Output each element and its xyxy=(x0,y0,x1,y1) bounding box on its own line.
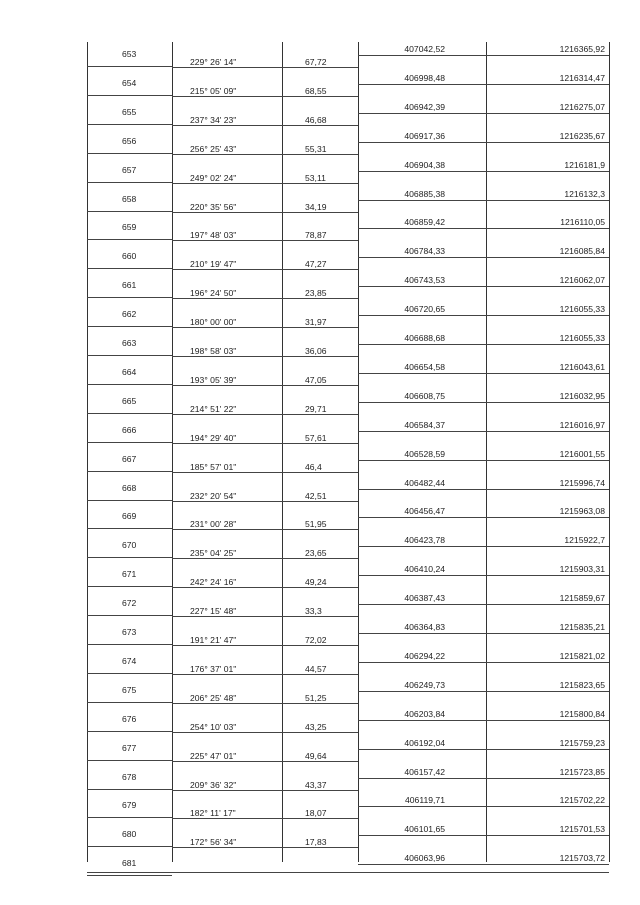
azimuth-angle: 220° 35' 56" xyxy=(190,201,237,212)
row-divider-left xyxy=(87,673,172,674)
segment-divider xyxy=(172,558,358,559)
row-divider-right xyxy=(358,604,609,605)
point-number: 673 xyxy=(122,627,137,637)
x-coordinate: 406192,04 xyxy=(404,737,445,748)
y-coordinate: 1216043,61 xyxy=(559,361,605,372)
row-divider-right xyxy=(358,55,609,56)
segment-divider xyxy=(172,327,358,328)
segment-distance: 36,06 xyxy=(305,346,327,356)
segment-distance: 18,07 xyxy=(305,808,327,819)
x-coordinate: 406654,58 xyxy=(404,361,445,372)
azimuth-angle: 172° 56' 34" xyxy=(190,837,237,848)
segment-divider xyxy=(172,298,358,299)
point-number: 671 xyxy=(122,569,137,580)
x-coordinate: 406063,96 xyxy=(404,853,445,864)
x-coordinate: 406608,75 xyxy=(404,390,445,401)
segment-divider xyxy=(172,356,358,357)
row-divider-left xyxy=(87,471,172,472)
azimuth-angle: 232° 20' 54" xyxy=(190,490,237,501)
azimuth-angle: 193° 05' 39" xyxy=(190,374,237,385)
y-coordinate: 1216275,07 xyxy=(559,101,605,112)
segment-distance: 51,25 xyxy=(305,692,327,703)
segment-divider xyxy=(172,183,358,184)
row-divider-left xyxy=(87,702,172,703)
azimuth-angle: 254° 10' 03" xyxy=(190,721,237,732)
segment-distance: 47,27 xyxy=(305,259,327,270)
row-divider-left xyxy=(87,586,172,587)
row-divider-right xyxy=(358,171,609,172)
point-number: 659 xyxy=(122,222,137,233)
x-coordinate: 406364,83 xyxy=(404,622,445,632)
row-divider-right xyxy=(358,200,609,201)
x-coordinate: 406249,73 xyxy=(404,679,445,690)
row-divider-left xyxy=(87,500,172,501)
y-coordinate: 1216085,84 xyxy=(559,246,605,257)
segment-divider xyxy=(172,645,358,646)
row-divider-right xyxy=(358,142,609,143)
segment-divider xyxy=(172,240,358,241)
point-number: 665 xyxy=(122,395,137,406)
x-coordinate: 406743,53 xyxy=(404,275,445,286)
segment-distance: 68,55 xyxy=(305,85,327,96)
y-coordinate: 1215823,65 xyxy=(559,679,605,690)
point-number: 669 xyxy=(122,511,137,522)
y-coordinate: 1216181,9 xyxy=(564,159,605,170)
segment-divider xyxy=(172,732,358,733)
segment-divider xyxy=(172,847,358,848)
row-divider-left xyxy=(87,413,172,414)
row-divider-left xyxy=(87,355,172,356)
y-coordinate: 1216032,95 xyxy=(559,390,605,401)
y-coordinate: 1215903,31 xyxy=(559,564,605,575)
y-coordinate: 1216110,05 xyxy=(560,217,605,228)
segment-distance: 34,19 xyxy=(305,201,327,212)
point-number: 654 xyxy=(122,77,137,88)
y-coordinate: 1215701,53 xyxy=(559,824,605,835)
y-coordinate: 1216016,97 xyxy=(559,419,605,430)
x-coordinate: 406387,43 xyxy=(404,593,445,604)
column-divider xyxy=(486,42,487,862)
segment-divider xyxy=(172,501,358,502)
segment-divider xyxy=(172,96,358,97)
x-coordinate: 406942,39 xyxy=(404,101,445,112)
azimuth-angle: 235° 04' 25" xyxy=(190,548,237,559)
y-coordinate: 1215922,7 xyxy=(564,535,605,546)
row-divider-left xyxy=(87,760,172,761)
x-coordinate: 406528,59 xyxy=(404,448,445,459)
row-divider-right xyxy=(358,864,609,865)
point-number: 672 xyxy=(122,598,137,609)
row-divider-left xyxy=(87,326,172,327)
row-divider-left xyxy=(87,789,172,790)
x-coordinate: 406423,78 xyxy=(404,535,445,546)
point-number: 655 xyxy=(122,106,137,117)
row-divider-left xyxy=(87,557,172,558)
segment-divider xyxy=(172,212,358,213)
column-divider xyxy=(358,42,359,862)
row-divider-right xyxy=(358,835,609,836)
x-coordinate: 406859,42 xyxy=(404,217,445,228)
y-coordinate: 1216314,47 xyxy=(559,72,605,83)
segment-divider xyxy=(172,472,358,473)
x-coordinate: 406885,38 xyxy=(404,188,445,199)
x-coordinate: 406688,68 xyxy=(404,333,445,343)
x-coordinate: 407042,52 xyxy=(404,44,445,54)
azimuth-angle: 196° 24' 50" xyxy=(190,288,237,299)
y-coordinate: 1216132,3 xyxy=(564,188,605,199)
row-divider-right xyxy=(358,373,609,374)
segment-distance: 57,61 xyxy=(305,432,327,443)
x-coordinate: 406784,33 xyxy=(404,246,445,257)
segment-distance: 31,97 xyxy=(305,317,327,328)
azimuth-angle: 210° 19' 47" xyxy=(190,259,237,270)
azimuth-angle: 215° 05' 09" xyxy=(190,85,237,96)
row-divider-left xyxy=(87,124,172,125)
segment-divider xyxy=(172,154,358,155)
row-divider-right xyxy=(358,662,609,663)
segment-distance: 47,05 xyxy=(305,374,327,385)
segment-divider xyxy=(172,587,358,588)
azimuth-angle: 237° 34' 23" xyxy=(190,114,237,125)
azimuth-angle: 256° 25' 43" xyxy=(190,143,237,154)
segment-distance: 43,25 xyxy=(305,721,327,732)
row-divider-right xyxy=(358,460,609,461)
column-divider xyxy=(282,42,283,862)
azimuth-angle: 227° 15' 48" xyxy=(190,606,237,617)
y-coordinate: 1215759,23 xyxy=(559,737,605,748)
y-coordinate: 1215963,08 xyxy=(559,506,605,517)
segment-distance: 44,57 xyxy=(305,663,327,674)
row-divider-right xyxy=(358,344,609,345)
column-divider xyxy=(609,42,610,862)
segment-distance: 42,51 xyxy=(305,490,327,501)
point-number: 675 xyxy=(122,684,137,695)
x-coordinate: 406917,36 xyxy=(404,130,445,141)
azimuth-angle: 197° 48' 03" xyxy=(190,230,237,241)
row-divider-right xyxy=(358,575,609,576)
segment-distance: 33,3 xyxy=(305,606,322,617)
x-coordinate: 406720,65 xyxy=(404,304,445,315)
point-number: 658 xyxy=(122,193,137,204)
segment-divider xyxy=(172,67,358,68)
azimuth-angle: 242° 24' 16" xyxy=(190,577,237,588)
row-divider-right xyxy=(358,806,609,807)
y-coordinate: 1216001,55 xyxy=(559,448,605,459)
segment-divider xyxy=(172,125,358,126)
segment-divider xyxy=(172,385,358,386)
segment-distance: 72,02 xyxy=(305,635,327,645)
row-divider-right xyxy=(358,431,609,432)
segment-distance: 49,24 xyxy=(305,577,327,588)
row-divider-right xyxy=(358,113,609,114)
segment-divider xyxy=(172,414,358,415)
row-divider-left xyxy=(87,66,172,67)
x-coordinate: 406203,84 xyxy=(404,708,445,719)
y-coordinate: 1216235,67 xyxy=(559,130,605,141)
point-number: 664 xyxy=(122,366,137,377)
segment-divider xyxy=(172,269,358,270)
y-coordinate: 1215702,22 xyxy=(559,795,605,806)
y-coordinate: 1215996,74 xyxy=(559,477,605,488)
x-coordinate: 406998,48 xyxy=(404,72,445,83)
x-coordinate: 406157,42 xyxy=(404,766,445,777)
segment-distance: 46,4 xyxy=(305,461,322,472)
segment-distance: 46,68 xyxy=(305,114,327,125)
row-divider-right xyxy=(358,228,609,229)
row-divider-left xyxy=(87,384,172,385)
point-number: 668 xyxy=(122,482,137,493)
segment-distance: 23,85 xyxy=(305,288,327,299)
row-divider-right xyxy=(358,286,609,287)
point-number: 680 xyxy=(122,829,137,840)
row-divider-right xyxy=(358,691,609,692)
y-coordinate: 1216062,07 xyxy=(559,275,605,286)
point-number: 656 xyxy=(122,135,137,146)
row-divider-left xyxy=(87,875,172,876)
y-coordinate: 1215821,02 xyxy=(559,650,605,661)
point-number: 667 xyxy=(122,453,137,464)
y-coordinate: 1215800,84 xyxy=(559,708,605,719)
row-divider-left xyxy=(87,239,172,240)
y-coordinate: 1216055,33 xyxy=(559,304,605,315)
y-coordinate: 1215723,85 xyxy=(559,766,605,777)
row-divider-left xyxy=(87,846,172,847)
row-divider-left xyxy=(87,268,172,269)
point-number: 681 xyxy=(122,858,137,869)
row-divider-left xyxy=(87,153,172,154)
azimuth-angle: 194° 29' 40" xyxy=(190,432,237,443)
row-divider-right xyxy=(358,315,609,316)
x-coordinate: 406904,38 xyxy=(404,159,445,170)
azimuth-angle: 176° 37' 01" xyxy=(190,663,237,674)
segment-distance: 43,37 xyxy=(305,779,327,790)
azimuth-angle: 182° 11' 17" xyxy=(190,808,236,819)
point-number: 677 xyxy=(122,742,137,753)
segment-distance: 29,71 xyxy=(305,403,327,414)
segment-distance: 78,87 xyxy=(305,230,327,241)
segment-divider xyxy=(172,529,358,530)
y-coordinate: 1216055,33 xyxy=(559,333,605,343)
azimuth-angle: 214° 51' 22" xyxy=(190,403,237,414)
point-number: 676 xyxy=(122,713,137,724)
row-divider-left xyxy=(87,731,172,732)
x-coordinate: 406101,65 xyxy=(404,824,445,835)
segment-distance: 55,31 xyxy=(305,143,327,154)
segment-divider xyxy=(172,443,358,444)
azimuth-angle: 209° 36' 32" xyxy=(190,779,237,790)
point-number: 678 xyxy=(122,771,137,782)
y-coordinate: 1215859,67 xyxy=(559,593,605,604)
azimuth-angle: 229° 26' 14" xyxy=(190,57,237,67)
point-number: 657 xyxy=(122,164,137,175)
row-divider-right xyxy=(358,749,609,750)
row-divider-right xyxy=(358,489,609,490)
point-number: 660 xyxy=(122,251,137,262)
azimuth-angle: 185° 57' 01" xyxy=(190,461,237,472)
row-divider-right xyxy=(358,546,609,547)
row-divider-right xyxy=(358,517,609,518)
row-divider-left xyxy=(87,297,172,298)
row-divider-right xyxy=(358,633,609,634)
azimuth-angle: 206° 25' 48" xyxy=(190,692,237,703)
x-coordinate: 406584,37 xyxy=(404,419,445,430)
column-divider xyxy=(172,42,173,862)
x-coordinate: 406410,24 xyxy=(404,564,445,575)
x-coordinate: 406119,71 xyxy=(405,795,445,806)
x-coordinate: 406482,44 xyxy=(404,477,445,488)
row-divider-left xyxy=(87,528,172,529)
row-divider-left xyxy=(87,95,172,96)
segment-distance: 49,64 xyxy=(305,750,327,761)
azimuth-angle: 198° 58' 03" xyxy=(190,346,237,356)
point-number: 674 xyxy=(122,655,137,666)
table-bottom-border xyxy=(87,872,609,873)
segment-divider xyxy=(172,790,358,791)
segment-divider xyxy=(172,703,358,704)
point-number: 670 xyxy=(122,540,137,551)
column-divider xyxy=(87,42,88,862)
segment-distance: 51,95 xyxy=(305,519,327,530)
azimuth-angle: 231° 00' 28" xyxy=(190,519,237,530)
point-number: 653 xyxy=(122,49,137,59)
point-number: 662 xyxy=(122,309,137,320)
row-divider-left xyxy=(87,211,172,212)
x-coordinate: 406294,22 xyxy=(404,650,445,661)
y-coordinate: 1215835,21 xyxy=(559,622,605,632)
segment-divider xyxy=(172,818,358,819)
row-divider-left xyxy=(87,644,172,645)
x-coordinate: 406456,47 xyxy=(404,506,445,517)
point-number: 661 xyxy=(122,280,137,291)
row-divider-right xyxy=(358,257,609,258)
segment-distance: 67,72 xyxy=(305,57,327,67)
row-divider-right xyxy=(358,778,609,779)
azimuth-angle: 225° 47' 01" xyxy=(190,750,237,761)
azimuth-angle: 180° 00' 00" xyxy=(190,317,237,328)
y-coordinate: 1216365,92 xyxy=(559,44,605,54)
row-divider-right xyxy=(358,402,609,403)
segment-divider xyxy=(172,674,358,675)
y-coordinate: 1215703,72 xyxy=(559,853,605,864)
segment-distance: 23,65 xyxy=(305,548,327,559)
segment-divider xyxy=(172,761,358,762)
row-divider-right xyxy=(358,84,609,85)
row-divider-right xyxy=(358,720,609,721)
row-divider-left xyxy=(87,817,172,818)
segment-distance: 53,11 xyxy=(305,172,326,183)
segment-divider xyxy=(172,616,358,617)
row-divider-left xyxy=(87,182,172,183)
point-number: 666 xyxy=(122,424,137,435)
point-number: 663 xyxy=(122,338,137,348)
point-number: 679 xyxy=(122,800,137,811)
azimuth-angle: 249° 02' 24" xyxy=(190,172,237,183)
segment-distance: 17,83 xyxy=(305,837,327,848)
row-divider-left xyxy=(87,615,172,616)
row-divider-left xyxy=(87,442,172,443)
azimuth-angle: 191° 21' 47" xyxy=(190,635,237,645)
